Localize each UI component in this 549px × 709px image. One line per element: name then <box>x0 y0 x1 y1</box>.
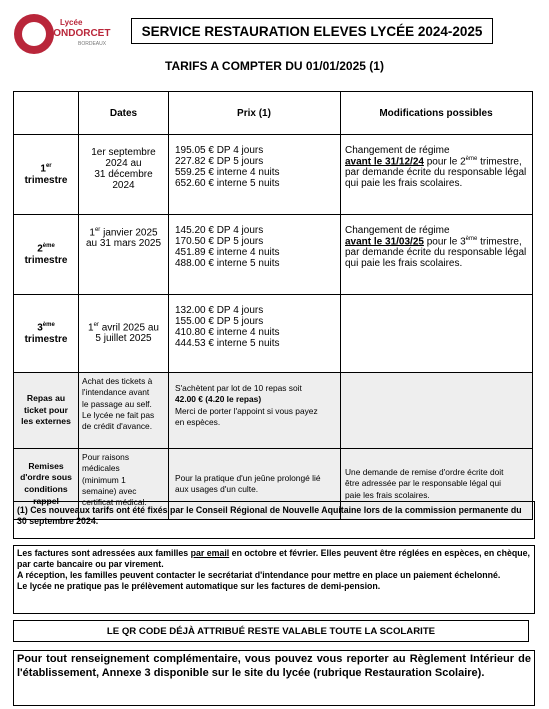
text-line: Pour la pratique d'un jeûne prolongé lié <box>175 472 321 483</box>
note-tariffs: (1) Ces nouveaux tarifs ont été fixés par le Conseil Régional de Nouvelle Aquitaine lors de la commission permanente du 30 septembre 2024. <box>13 501 535 539</box>
text-line: de crédit d'avance. <box>82 421 153 432</box>
text-line: certificat médical. <box>82 497 147 508</box>
price-line: 227.82 € DP 5 jours <box>175 156 264 167</box>
date-line: 1er septembre <box>91 147 156 158</box>
page-title: SERVICE RESTAURATION ELEVES LYCÉE 2024-2025 <box>131 18 493 44</box>
prices-cell <box>169 295 341 373</box>
price-line: 488.00 € interne 5 nuits <box>175 258 280 269</box>
text-line: en espèces. <box>175 417 221 428</box>
note-billing <box>13 545 535 614</box>
logo-ring <box>22 22 46 46</box>
price-line: 195.05 € DP 4 jours <box>175 145 264 156</box>
dates-cell <box>79 135 169 215</box>
mod-line: qui paie les frais scolaires. <box>345 258 463 270</box>
date-line: 2024 au <box>105 158 142 169</box>
text: Les factures sont adressées aux familles <box>17 548 191 558</box>
dates-cell <box>79 295 169 373</box>
date-line: janvier 2025 <box>100 227 158 239</box>
dates-cell <box>79 215 169 295</box>
text-line: paie les frais scolaires. <box>345 489 430 500</box>
term-word: trimestre <box>24 254 68 266</box>
repas-price: 42.00 € (4.20 le repas) <box>175 394 262 405</box>
info-notice: Pour tout renseignement complémentaire, vous pouvez vous reporter au Règlement Intérieur de l'établissement, Annexe 3 disponible sur le site du lycée (rubrique Restauration Scolaire). <box>13 650 535 706</box>
date-sup: er <box>93 321 99 328</box>
term-sup: ème <box>42 243 55 250</box>
mod-text: pour le 3 <box>423 236 466 248</box>
qr-code-notice: LE QR CODE DÉJÀ ATTRIBUÉ RESTE VALABLE TOUTE LA SCOLARITE <box>13 620 529 642</box>
table-header-row <box>14 92 533 135</box>
term-sup: er <box>45 163 52 170</box>
term-number: 2 <box>37 243 43 255</box>
header-prix: Prix (1) <box>169 92 341 135</box>
date-line: avril 2025 au <box>98 322 159 334</box>
repas-label-cell <box>14 373 79 449</box>
date-num: 1 <box>88 322 94 334</box>
mod-text: trimestre, <box>477 236 522 248</box>
modifications-cell <box>341 215 533 295</box>
mod-line: Changement de régime <box>345 225 450 236</box>
text-line: S'achètent par lot de 10 repas soit <box>175 383 302 393</box>
text-line: le passage au self. <box>82 398 152 409</box>
mod-line: Changement de régime <box>345 145 450 156</box>
date-line: 2024 <box>112 180 135 191</box>
tariff-table <box>13 91 533 520</box>
repas-dates-cell <box>79 373 169 449</box>
term-cell <box>14 135 79 215</box>
text-line: médicales <box>82 463 120 474</box>
mod-line: qui paie les frais scolaires. <box>345 178 463 190</box>
date-line: au 31 mars 2025 <box>85 238 162 250</box>
text-line: Merci de porter l'appoint si vous payez <box>175 405 318 416</box>
text-line: Achat des tickets à <box>82 376 153 386</box>
logo-text-condorcet: CONDORCET <box>46 28 111 39</box>
label-line: Repas au <box>26 393 66 404</box>
text-line: être adressée par le responsable légal qui <box>345 478 501 489</box>
term-sup: ème <box>42 322 55 329</box>
price-line: 652.60 € interne 5 nuits <box>175 178 280 189</box>
term-cell <box>14 295 79 373</box>
label-line: d'ordre sous <box>20 472 72 483</box>
mod-line: par demande écrite du responsable légal <box>345 167 527 179</box>
date-sup: er <box>94 227 101 233</box>
logo-text-bordeaux: BORDEAUX <box>78 41 107 47</box>
modifications-cell <box>341 135 533 215</box>
text-line: l'intendance avant <box>82 387 150 398</box>
mod-text: trimestre, <box>477 156 522 168</box>
email-underlined: par email <box>190 548 230 558</box>
mod-line: par demande écrite du responsable légal <box>345 247 527 259</box>
date-line: 5 juillet 2025 <box>95 333 152 345</box>
term-cell <box>14 215 79 295</box>
school-logo <box>12 10 122 60</box>
label-line: ticket pour <box>24 404 68 415</box>
price-line: 145.20 € DP 4 jours <box>175 225 264 236</box>
date-line: 31 décembre <box>94 169 153 180</box>
table-row-trimestre-1 <box>14 135 533 215</box>
term-number: 3 <box>37 322 43 334</box>
term-word: trimestre <box>24 174 68 186</box>
repas-mod-cell-empty <box>341 373 533 449</box>
term-number: 1 <box>40 163 46 175</box>
billing-paragraph-1 <box>17 548 531 570</box>
label-line: Remises <box>28 460 64 471</box>
text-line: Le lycée ne fait pas <box>82 410 155 421</box>
header-empty <box>14 92 79 135</box>
billing-paragraph-3: Le lycée ne pratique pas le prélèvement automatique sur les factures de demi-pension. <box>17 581 381 592</box>
label-line: conditions <box>24 484 68 494</box>
text-line: Pour raisons <box>82 452 130 462</box>
table-row-trimestre-3 <box>14 295 533 373</box>
text-line: Une demande de remise d'ordre écrite doit <box>345 466 504 477</box>
date-num: 1 <box>89 227 95 239</box>
modifications-cell-empty <box>341 295 533 373</box>
page-subtitle: TARIFS A COMPTER DU 01/01/2025 (1) <box>165 59 384 73</box>
text-line: aux usages d'un culte. <box>175 484 259 494</box>
label-line: les externes <box>21 416 71 427</box>
label-line: rappel <box>33 495 59 506</box>
logo-text-lycee: Lycée <box>60 18 83 27</box>
prices-cell <box>169 215 341 295</box>
header-dates: Dates <box>79 92 169 135</box>
price-line: 170.50 € DP 5 jours <box>175 236 264 247</box>
prices-cell <box>169 135 341 215</box>
text: en octobre et février. Elles peuvent être réglées en espèces, en chèque, par carte bancaire ou par virement. <box>17 548 530 570</box>
text-line: semaine) avec <box>82 486 137 497</box>
term-word: trimestre <box>24 333 68 345</box>
table-row-trimestre-2 <box>14 215 533 295</box>
mod-deadline: avant le 31/12/24 <box>345 156 424 168</box>
mod-sup: ème <box>465 236 478 242</box>
price-line: 132.00 € DP 4 jours <box>175 305 264 316</box>
price-line: 410.80 € interne 4 nuits <box>175 327 280 338</box>
table-row-repas <box>14 373 533 449</box>
price-line: 155.00 € DP 5 jours <box>175 316 264 327</box>
mod-deadline: avant le 31/03/25 <box>345 236 424 248</box>
price-line: 559.25 € interne 4 nuits <box>175 167 280 178</box>
text-line: (minimum 1 <box>82 474 126 485</box>
billing-paragraph-2: A réception, les familles peuvent contacter le secrétariat d'intendance pour mettre en place un paiement échelonné. <box>17 570 501 581</box>
repas-price-cell <box>169 373 341 449</box>
price-line: 444.53 € interne 5 nuits <box>175 338 280 349</box>
mod-text: pour le 2 <box>423 156 466 168</box>
price-line: 451.89 € interne 4 nuits <box>175 247 280 258</box>
header-modifications: Modifications possibles <box>341 92 533 135</box>
mod-sup: ème <box>465 156 478 162</box>
